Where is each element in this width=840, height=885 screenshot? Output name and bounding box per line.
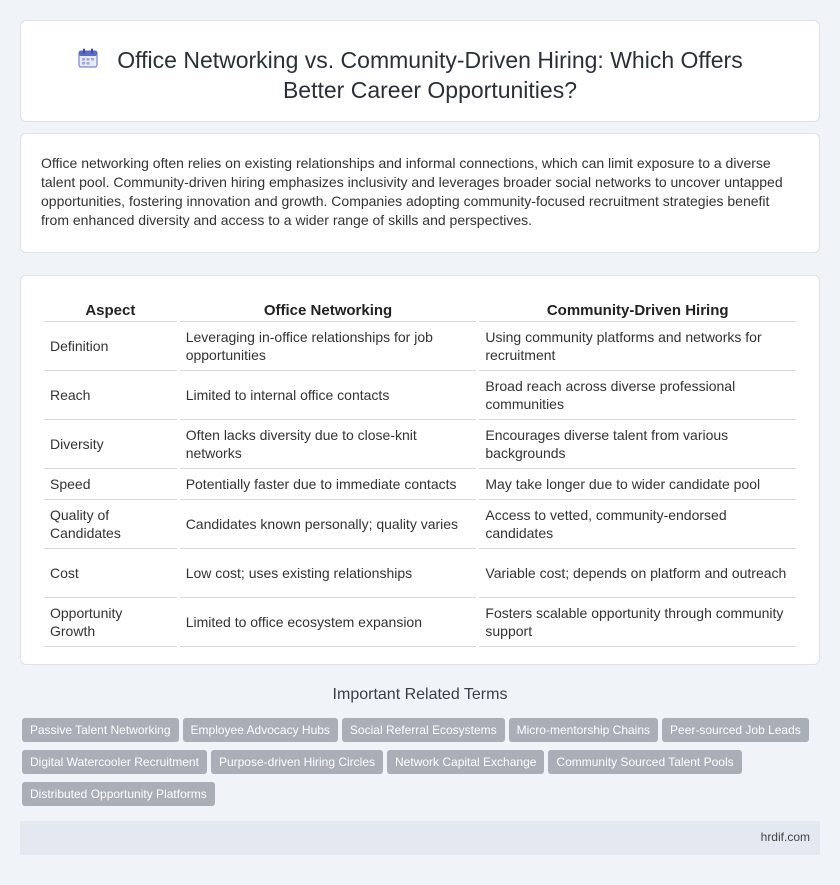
related-terms-title: Important Related Terms: [332, 686, 508, 703]
row-office-value: Potentially faster due to immediate contacts: [180, 469, 477, 500]
related-term-tag[interactable]: Distributed Opportunity Platforms: [22, 782, 215, 806]
row-aspect: Definition: [44, 322, 177, 371]
row-community-value: Using community platforms and networks for recruitment: [479, 322, 796, 371]
table-row: [44, 420, 796, 469]
row-aspect: Cost: [44, 549, 177, 598]
row-community-value: Fosters scalable opportunity through community support: [479, 598, 796, 647]
row-community-value: Variable cost; depends on platform and outreach: [479, 549, 796, 598]
row-office-value: Often lacks diversity due to close-knit networks: [180, 420, 477, 469]
related-terms-list: [22, 718, 822, 814]
header-office-networking: Office Networking: [180, 296, 477, 322]
table-row: [44, 469, 796, 500]
footer: [20, 821, 820, 855]
row-office-value: Low cost; uses existing relationships: [180, 549, 477, 598]
table-row: [44, 322, 796, 371]
row-aspect: Diversity: [44, 420, 177, 469]
intro-card: [20, 133, 820, 253]
header-aspect: Aspect: [44, 296, 177, 322]
header-community-hiring: Community-Driven Hiring: [479, 296, 796, 322]
row-community-value: Broad reach across diverse professional communities: [479, 371, 796, 420]
row-aspect: Quality of Candidates: [44, 500, 177, 549]
row-community-value: Encourages diverse talent from various backgrounds: [479, 420, 796, 469]
title-card: [20, 20, 820, 122]
related-term-tag[interactable]: Peer-sourced Job Leads: [662, 718, 809, 742]
related-term-tag[interactable]: Micro-mentorship Chains: [509, 718, 658, 742]
related-term-tag[interactable]: Community Sourced Talent Pools: [548, 750, 741, 774]
comparison-table: [41, 296, 799, 647]
table-row: [44, 549, 796, 598]
table-row: [44, 598, 796, 647]
row-aspect: Reach: [44, 371, 177, 420]
related-term-tag[interactable]: Network Capital Exchange: [387, 750, 544, 774]
related-term-tag[interactable]: Employee Advocacy Hubs: [183, 718, 338, 742]
table-row: [44, 371, 796, 420]
row-aspect: Opportunity Growth: [44, 598, 177, 647]
row-office-value: Leveraging in-office relationships for job opportunities: [180, 322, 477, 371]
row-community-value: Access to vetted, community-endorsed candidates: [479, 500, 796, 549]
row-office-value: Limited to internal office contacts: [180, 371, 477, 420]
calendar-icon: [77, 47, 99, 69]
related-term-tag[interactable]: Digital Watercooler Recruitment: [22, 750, 207, 774]
row-office-value: Limited to office ecosystem expansion: [180, 598, 477, 647]
table-row: [44, 500, 796, 549]
related-term-tag[interactable]: Passive Talent Networking: [22, 718, 179, 742]
comparison-card: [20, 275, 820, 665]
row-office-value: Candidates known personally; quality varies: [180, 500, 477, 549]
row-community-value: May take longer due to wider candidate pool: [479, 469, 796, 500]
related-term-tag[interactable]: Purpose-driven Hiring Circles: [211, 750, 383, 774]
table-header-row: [44, 296, 796, 322]
row-aspect: Speed: [44, 469, 177, 500]
related-term-tag[interactable]: Social Referral Ecosystems: [342, 718, 505, 742]
intro-paragraph: Office networking often relies on existing relationships and informal connections, which can limit exposure to a diverse talent pool. Community-driven hiring emphasizes inclusivity and leverages broader social networks to uncover untapped opportunities, fostering innovation and growth. Companies adopting community-focused recruitment strategies benefit from enhanced diversity and access to a wider range of skills and perspectives.: [41, 155, 783, 228]
footer-site-link[interactable]: hrdif.com: [760, 830, 810, 844]
page-title: Office Networking vs. Community-Driven Hiring: Which Offers Better Career Opportunities?: [117, 47, 743, 103]
title-wrap: [21, 45, 819, 105]
